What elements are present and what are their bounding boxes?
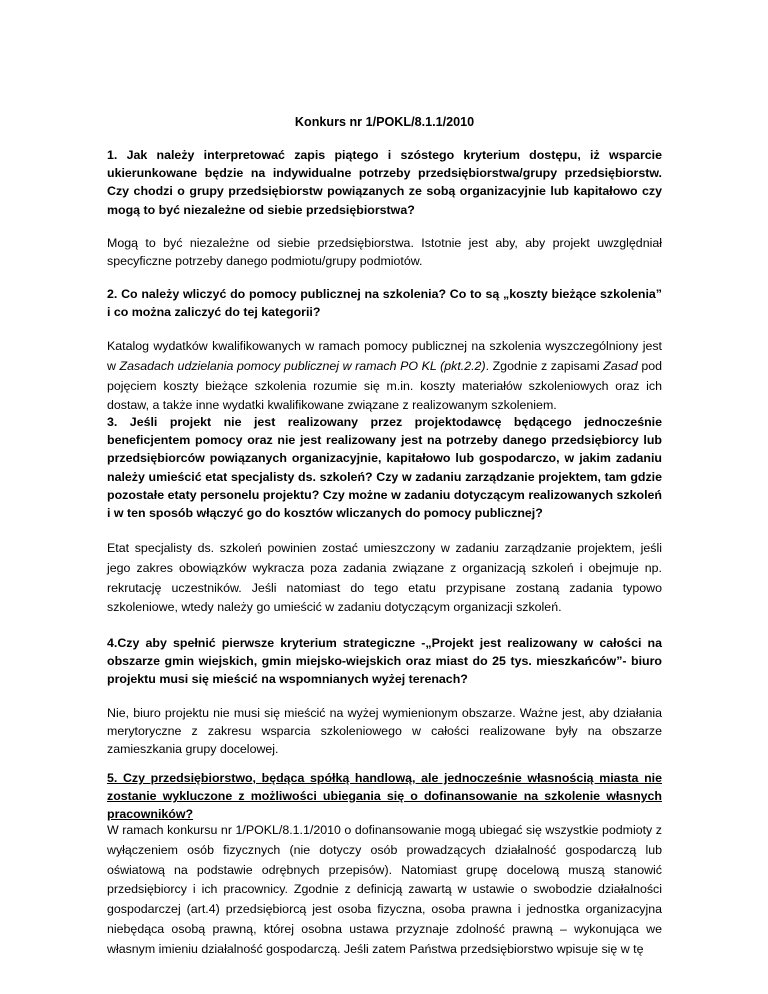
answer-2-italic-reference: Zasadach udzielania pomocy publicznej w ramach PO KL (pkt.2.2)	[119, 358, 486, 373]
answer-5: W ramach konkursu nr 1/POKL/8.1.1/2010 o dofinansowanie mogą ubiegać się wszystkie podmioty z wyłączeniem osób fizycznych (nie dotyczy osób prowadzących działalność gospodarczą lub oświatową na podstawie odrębnych przepisów). Natomiast grupę docelową muszą stanowić przedsiębiorcy i ich pracownicy. Zgodnie z definicją zawartą w ustawie o swobodzie działalności gospodarczej (art.4) przedsiębiorcą jest osoba fizyczna, osoba prawna i jednostka organizacyjna niebędąca osobą prawną, której osobna ustawa przyznaje zdolność prawną – wykonująca we własnym imieniu działalność gospodarczą. Jeśli zatem Państwa przedsiębiorstwo wpisuje się w tę	[107, 823, 662, 956]
question-5: 5. Czy przedsiębiorstwo, będąca spółką handlową, ale jednocześnie własnością miasta nie zostanie wykluczone z możliwości ubiegania się o dofinansowanie na szkolenie własnych pracowników?	[107, 771, 662, 822]
answer-4: Nie, biuro projektu nie musi się mieścić na wyżej wymienionym obszarze. Ważne jest, aby działania merytoryczne z zakresu wsparcia szkoleniowego w całości realizowane były na obszarze zamieszkania grupy docelowej.	[107, 706, 662, 756]
question-1: 1. Jak należy interpretować zapis piątego i szóstego kryterium dostępu, iż wsparcie ukierunkowane będzie na indywidualne potrzeby przedsiębiorstwa/grupy przedsiębiorstw. Czy chodzi o grupy przedsiębiorstw powiązanych ze sobą organizacyjnie lub kapitałowo czy mogą to być niezależne od siebie przedsiębiorstwa?	[107, 148, 662, 217]
answer-2-text-1: Katalog wydatków kwalifikowanych w ramach pomocy publicznej na szkolenia wyszczególniony jest w	[107, 339, 662, 373]
answer-2-italic-zasad: Zasad	[603, 358, 638, 373]
document-title: Konkurs nr 1/POKL/8.1.1/2010	[294, 115, 475, 129]
answer-2-text-3: pod pojęciem koszty bieżące szkolenia rozumie się m.in. koszty materiałów szkoleniowych oraz ich dostaw, a także inne wydatki kwalifikowane związane z realizowanym szkoleniem.	[107, 358, 662, 413]
question-4: 4.Czy aby spełnić pierwsze kryterium strategiczne -„Projekt jest realizowany w całości na obszarze gmin wiejskich, gmin miejsko-wiejskich oraz miast do 25 tys. mieszkańców”- biuro projektu musi się mieścić na wspomnianych wyżej terenach?	[107, 636, 662, 687]
question-3: 3. Jeśli projekt nie jest realizowany przez projektodawcę będącego jednocześnie beneficjentem pomocy oraz nie jest realizowany jest na potrzeby danego przedsiębiorcy lub przedsiębiorców powiązanych organizacyjnie, kapitałowo lub gospodarczo, w jakim zadaniu należy umieścić etat specjalisty ds. szkoleń? Czy w zadaniu zarządzanie projektem, tam gdzie pozostałe etaty personelu projektu? Czy możne w zadaniu dotyczącym realizowanych szkoleń i w ten sposób włączyć go do kosztów wliczanych do pomocy publicznej?	[107, 415, 662, 521]
answer-3: Etat specjalisty ds. szkoleń powinien zostać umieszczony w zadaniu zarządzanie projektem, jeśli jego zakres obowiązków wykracza poza zadania związane z organizacją szkoleń i obejmuje np. rekrutację uczestników. Jeśli natomiast do tego etatu przypisane zostaną zadania typowo szkoleniowe, wtedy należy go umieścić w zadaniu dotyczącym organizacji szkoleń.	[107, 541, 662, 615]
answer-2-text-2: . Zgodnie z zapisami	[485, 358, 604, 373]
question-2: 2. Co należy wliczyć do pomocy publicznej na szkolenia? Co to są „koszty bieżące szkolenia” i co można zaliczyć do tej kategorii?	[107, 287, 662, 320]
answer-1: Mogą to być niezależne od siebie przedsiębiorstwa. Istotnie jest aby, aby projekt uwzględniał specyficzne potrzeby danego podmiotu/grupy podmiotów.	[107, 236, 662, 268]
answer-2	[107, 337, 662, 416]
